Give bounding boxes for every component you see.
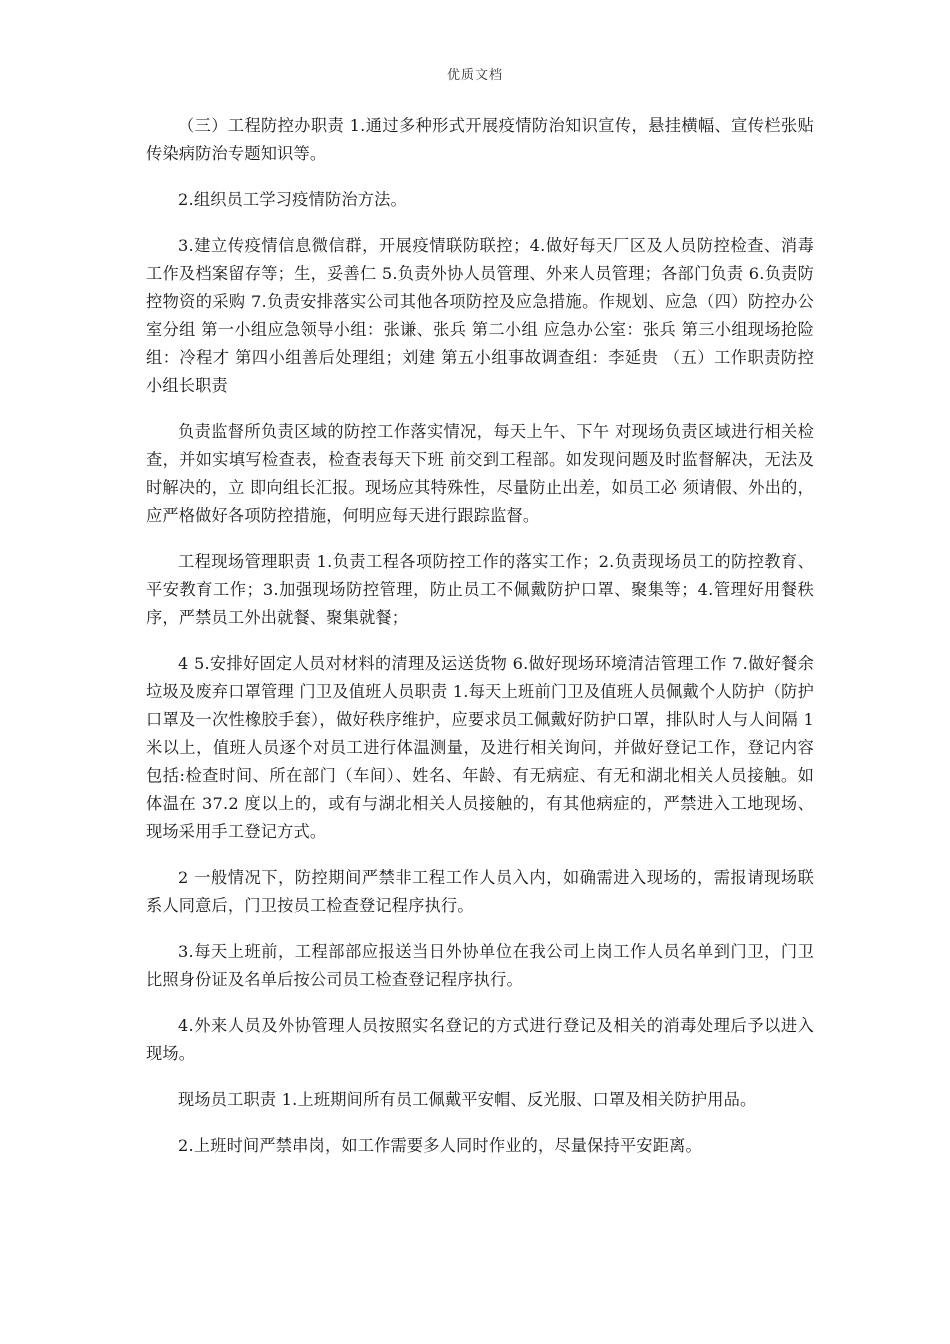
paragraph-11: 2.上班时间严禁串岗，如工作需要多人同时作业的，尽量保持平安距离。 — [178, 1136, 702, 1155]
paragraph-7: 2 一般情况下，防控期间严禁非工程工作人员入内，如确需进入现场的，需报请现场联系人同意后，门卫按员工检查登记程序执行。 — [146, 868, 814, 915]
paragraph-6: 4 5.安排好固定人员对材料的清理及运送货物 6.做好现场环境清洁管理工作 7.做好餐余垃圾及废弃口罩管理 门卫及值班人员职责 1.每天上班前门卫及值班人员佩戴个人防护（防护口罩及一次性橡胶手套），做好秩序维护，应要求员工佩戴好防护口罩，排队时人与人间隔 1 米以上，值班人员逐个对员工进行体温测量，及进行相关询问，并做好登记工作，登记内容包括:检查时间、所在部门（车间）、姓名、年龄、有无病症、有无和湖北相关人员接触。如体温在 37.2 度以上的，或有与湖北相关人员接触的，有其他病症的，严禁进入工地现场、现场采用手工登记方式。 — [146, 654, 820, 841]
paragraph-1: （三）工程防控办职责 1.通过多种形式开展疫情防治知识宣传，悬挂横幅、宣传栏张贴传染病防治专题知识等。 — [146, 116, 814, 163]
document-body — [146, 112, 820, 1160]
paragraph-5: 工程现场管理职责 1.负责工程各项防控工作的落实工作；2.负责现场员工的防控教育、平安教育工作；3.加强现场防控管理，防止员工不佩戴防护口罩、聚集等；4.管理好用餐秩序，严禁员工外出就餐、聚集就餐； — [146, 552, 814, 627]
paragraph-8: 3.每天上班前，工程部部应报送当日外协单位在我公司上岗工作人员名单到门卫，门卫比照身份证及名单后按公司员工检查登记程序执行。 — [146, 942, 814, 989]
paragraph-3: 3.建立传疫情信息微信群，开展疫情联防联控；4.做好每天厂区及人员防控检查、消毒工作及档案留存等；生，妥善仁 5.负责外协人员管理、外来人员管理；各部门负责 6.负责防控物资的采购 7.负责安排落实公司其他各项防控及应急措施。作规划、应急（四）防控办公室分组 第一小组应急领导小组：张谦、张兵 第二小组 应急办公室：张兵 第三小组现场抢险组：冷程才 第四小组善后处理组；刘建 第五小组事故调查组：李延贵 （五）工作职责防控小组长职责 — [146, 236, 814, 395]
paragraph-4: 负责监督所负责区域的防控工作落实情况，每天上午、下午 对现场负责区域进行相关检查，并如实填写检查表，检查表每天下班 前交到工程部。如发现问题及时监督解决，无法及时解决的，立 即向组长汇报。现场应其特殊性，尽量防止出差，如员工必 须请假、外出的，应严格做好各项防控措施，何明应每天进行跟踪监督。 — [146, 422, 814, 525]
paragraph-10: 现场员工职责 1.上班期间所有员工佩戴平安帽、反光服、口罩及相关防护用品。 — [178, 1090, 757, 1109]
page-header: 优质文档 — [446, 68, 503, 83]
paragraph-2: 2.组织员工学习疫情防治方法。 — [178, 190, 407, 209]
paragraph-9: 4.外来人员及外协管理人员按照实名登记的方式进行登记及相关的消毒处理后予以进入现场。 — [146, 1016, 814, 1063]
